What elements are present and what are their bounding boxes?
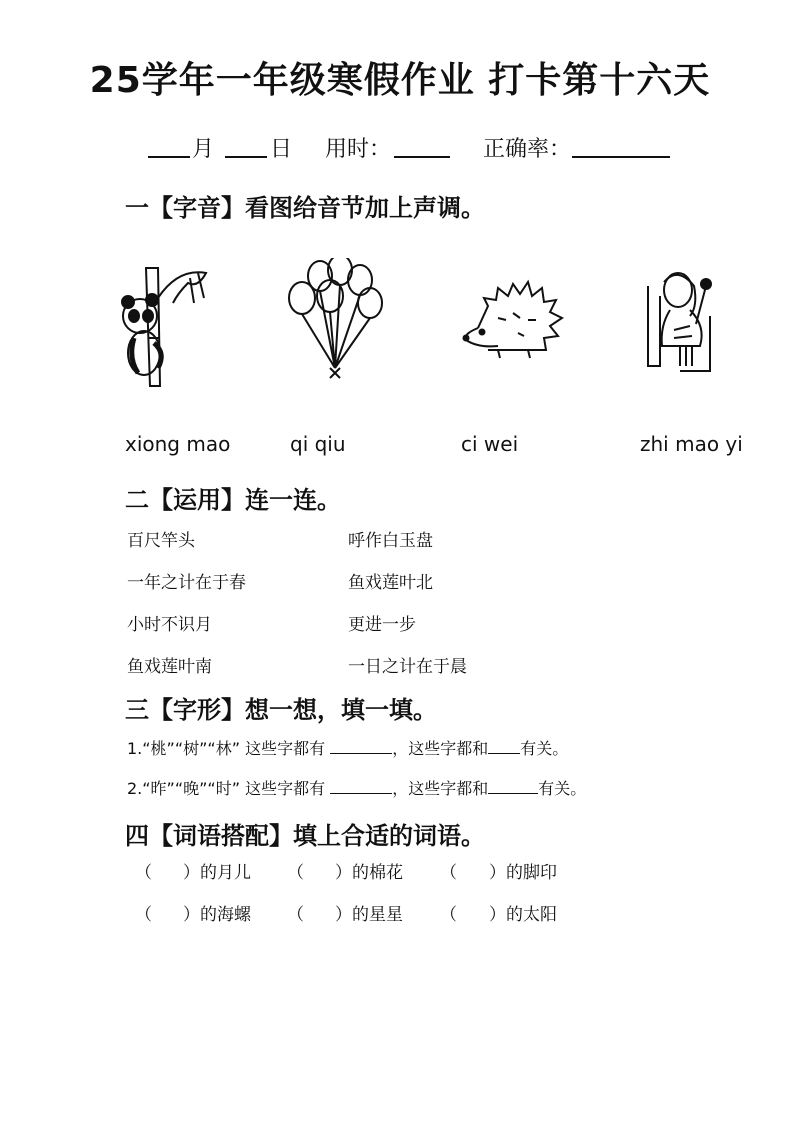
open-paren: （ <box>287 905 304 925</box>
pinyin-2: qi qiu <box>290 432 346 456</box>
info-row <box>0 128 800 168</box>
open-paren: （ <box>440 863 457 883</box>
fill-line-2 <box>127 776 586 799</box>
fill-line-2-prompt: 2.“昨”“晚”“时” 这些字都有 <box>127 779 326 798</box>
phrase-4[interactable]: ）的海螺 <box>183 905 251 925</box>
match-right-3[interactable]: 更进一步 <box>348 615 416 635</box>
section4-title: 四【词语搭配】填上合适的词语。 <box>125 822 485 850</box>
match-left-3[interactable]: 小时不识月 <box>127 615 212 635</box>
phrase-6[interactable]: ）的太阳 <box>489 905 557 925</box>
match-left-2[interactable]: 一年之计在于春 <box>127 573 246 593</box>
panda-icon <box>118 258 218 388</box>
month-blank[interactable] <box>148 134 190 158</box>
fill-line-2-mid: ，这些字都和 <box>392 779 489 798</box>
fill-line-2-end: 有关。 <box>538 779 587 798</box>
fill-line-1 <box>127 736 568 759</box>
section2-title: 二【运用】连一连。 <box>125 486 341 514</box>
open-paren: （ <box>287 863 304 883</box>
time-label: 用时： <box>325 137 392 162</box>
match-right-1[interactable]: 呼作白玉盘 <box>348 531 433 551</box>
pinyin-1: xiong mao <box>125 432 231 456</box>
open-paren: （ <box>135 905 152 925</box>
match-right-4[interactable]: 一日之计在于晨 <box>348 657 467 677</box>
pinyin-3: ci wei <box>461 432 519 456</box>
section1-title: 一【字音】看图给音节加上声调。 <box>125 194 485 222</box>
day-blank[interactable] <box>225 134 267 158</box>
open-paren: （ <box>440 905 457 925</box>
open-paren: （ <box>135 863 152 883</box>
accuracy-blank[interactable] <box>572 134 670 158</box>
fill-line-1-prompt: 1.“桃”“树”“林” 这些字都有 <box>127 739 326 758</box>
match-left-4[interactable]: 鱼戏莲叶南 <box>127 657 212 677</box>
accuracy-label: 正确率： <box>483 137 572 162</box>
page-title: 25学年一年级寒假作业 打卡第十六天 <box>89 60 711 101</box>
phrase-2[interactable]: ）的棉花 <box>335 863 403 883</box>
month-label: 月 <box>192 137 215 162</box>
fill-blank-2b[interactable] <box>488 777 538 794</box>
fill-blank-2a[interactable] <box>330 777 392 794</box>
match-left-1[interactable]: 百尺竿头 <box>127 531 195 551</box>
day-label: 日 <box>270 137 293 162</box>
pinyin-4: zhi mao yi <box>640 432 743 456</box>
fill-line-1-mid: ，这些字都和 <box>392 739 489 758</box>
section3-title: 三【字形】想一想，填一填。 <box>125 696 437 724</box>
match-right-2[interactable]: 鱼戏莲叶北 <box>348 573 433 593</box>
phrase-5[interactable]: ）的星星 <box>335 905 403 925</box>
fill-blank-1b[interactable] <box>488 737 520 754</box>
hedgehog-icon <box>458 258 568 368</box>
knitting-woman-icon <box>640 266 730 376</box>
fill-line-1-end: 有关。 <box>520 739 569 758</box>
phrase-1[interactable]: ）的月儿 <box>183 863 251 883</box>
time-blank[interactable] <box>394 134 450 158</box>
balloons-icon <box>280 258 390 383</box>
fill-blank-1a[interactable] <box>330 737 392 754</box>
phrase-3[interactable]: ）的脚印 <box>489 863 557 883</box>
